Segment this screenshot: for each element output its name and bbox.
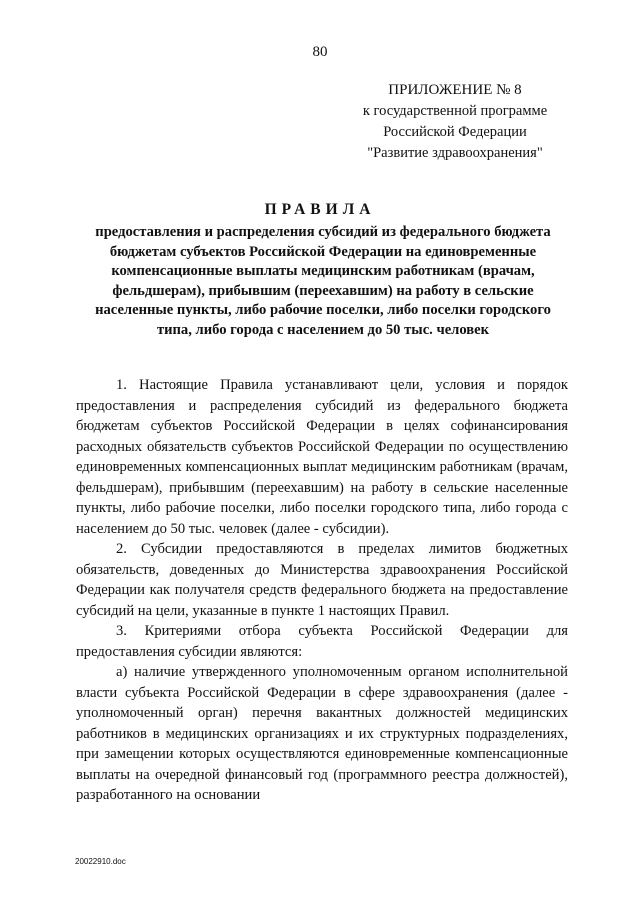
paragraph-3a: а) наличие утвержденного уполномоченным органом исполнительной власти субъекта Российской Федерации в сфере здравоохранения (далее - уполномоченный орган) перечня вакантных должностей медицинских работников в медицинских организациях и их структурных подразделениях, при замещении которых осуществляются единовременные компенсационные выплаты на очередной финансовый год (программного реестра должностей), разработанного на основании: [76, 664, 568, 803]
paragraph-2: 2. Субсидии предоставляются в пределах лимитов бюджетных обязательств, доведенных до Министерства здравоохранения Российской Федерации как получателя средств федерального бюджета на предоставление субсидий на цели, указанные в пункте 1 настоящих Правил.: [76, 541, 568, 619]
appendix-line-1: к государственной программе: [362, 103, 548, 119]
document-body: [76, 375, 568, 806]
page-number: 80: [312, 44, 328, 60]
document-subtitle: предоставления и распределения субсидий из федерального бюджета бюджетам субъектов Российской Федерации на единовременные компенсационные выплаты медицинским работникам (врачам, фельдшерам), прибывшим (переехавшим) на работу в сельские населенные пункты, либо рабочие поселки, либо поселки городского типа, либо города с населением до 50 тыс. человек: [95, 224, 551, 338]
paragraph-3: 3. Критериями отбора субъекта Российской Федерации для предоставления субсидии являются:: [76, 623, 568, 660]
appendix-header: [340, 80, 570, 164]
document-title: ПРАВИЛА: [264, 201, 376, 218]
appendix-line-2: Российской Федерации: [383, 124, 527, 140]
file-name: 20022910.doc: [75, 857, 126, 866]
paragraph-1: 1. Настоящие Правила устанавливают цели, условия и порядок предоставления и распределения субсидий из федерального бюджета бюджетам субъектов Российской Федерации в целях софинансирования расходных обязательств субъектов Российской Федерации по осуществлению единовременных компенсационных выплат медицинским работникам (врачам, фельдшерам), прибывшим (переехавшим) на работу в сельские населенные пункты, либо рабочие поселки, либо поселки городского типа, либо города с населением до 50 тыс. человек (далее - субсидии).: [76, 377, 568, 537]
appendix-title: ПРИЛОЖЕНИЕ № 8: [388, 82, 522, 98]
appendix-line-3: "Развитие здравоохранения": [367, 145, 543, 161]
